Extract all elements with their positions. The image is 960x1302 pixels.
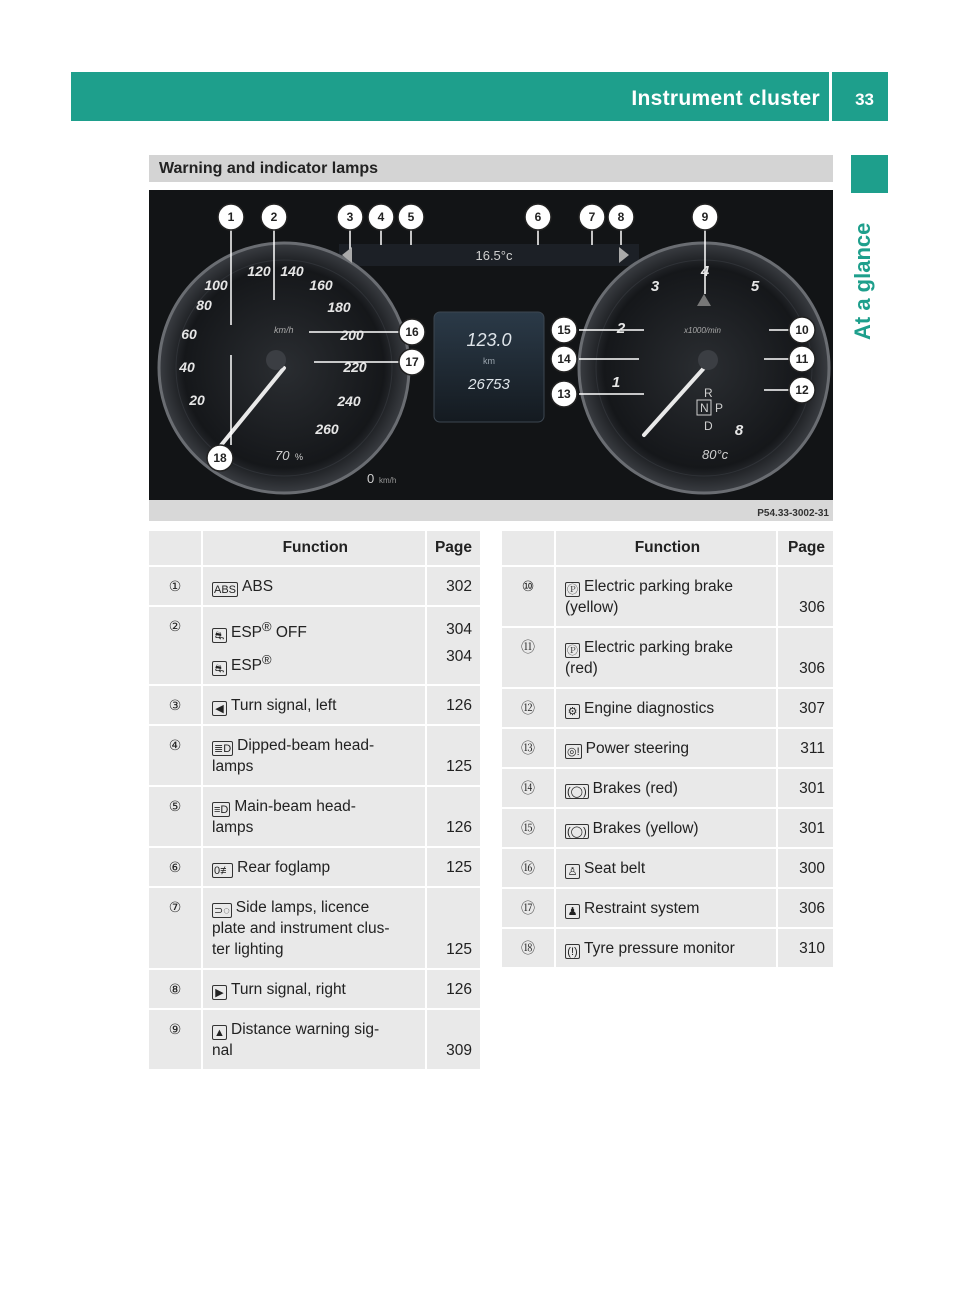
rear-foglamp-icon: 0≢ [214,865,232,878]
speed-label-160: 160 [309,277,333,293]
function-label: Side lamps, licence [235,899,370,917]
function-label: Dipped-beam head- [237,737,375,755]
function-label: Distance warning sig- [231,1021,380,1039]
page-ref: 126 [425,970,480,1010]
function-label: ESP [231,657,263,675]
table-row [149,1010,480,1071]
page-ref: 310 [776,929,833,969]
header-divider [829,72,832,121]
instrument-cluster-figure [149,190,833,521]
esp-off-icon: ⛐ [212,628,227,643]
speed-label-180: 180 [327,299,351,315]
function-label: Electric parking brake [584,578,734,595]
function-label: Main-beam head- [234,798,356,816]
rpm-label-3: 3 [650,278,660,295]
function-label-cont: (red) [565,660,598,677]
tyre-pressure-icon: (!) [565,944,580,959]
page-ref: 125 [425,726,480,787]
page-ref: 300 [776,849,833,889]
callout-16: 16 [405,325,419,339]
seat-belt-icon: ♙ [565,864,580,879]
registered-mark: ® [262,652,272,668]
page-header: Page [776,531,833,567]
row-number: ⑤ [149,787,203,848]
coolant-temperature: 80°c [702,447,729,462]
side-lamps-icon: ⊃◌ [214,905,230,918]
table-row [502,567,833,628]
callout-5: 5 [407,210,415,224]
page-ref: 301 [776,769,833,809]
table-row [149,567,480,607]
page-ref: 306 [776,889,833,929]
table-row [502,929,833,969]
callout-11: 11 [795,352,809,366]
page-ref: 304 [446,648,472,665]
function-label-cont: (yellow) [565,599,619,616]
rpm-label-8: 8 [734,422,744,439]
speed-label-260: 260 [315,421,339,437]
function-label: ESP [231,624,263,642]
callout-13: 13 [557,387,571,401]
callout-4: 4 [377,210,385,224]
page-ref: 309 [425,1010,480,1071]
speed-readout: 0 [367,471,375,486]
page-ref: 311 [776,729,833,769]
row-number: ⑨ [149,1010,203,1071]
table-row [502,809,833,849]
function-suffix: OFF [271,624,307,642]
table-row [502,729,833,769]
table-row [149,726,480,787]
page-ref: 125 [425,848,480,888]
row-number: ⑩ [502,567,556,628]
row-number: ⑥ [149,848,203,888]
speed-label-120: 120 [247,263,271,279]
callout-17: 17 [405,355,419,369]
function-label: Turn signal, right [231,981,346,999]
page-ref: 126 [425,787,480,848]
dipped-beam-icon: ≣D [214,743,232,756]
speed-label-20: 20 [189,392,205,408]
function-label: Brakes (yellow) [592,820,699,837]
gear-n: N [700,401,709,415]
speed-label-240: 240 [337,393,361,409]
row-number: ③ [149,686,203,726]
lamps-table-left [149,531,480,1071]
row-number: ⑱ [502,929,556,969]
function-label: Brakes (red) [592,780,678,797]
function-label: Tyre pressure monitor [584,940,735,957]
callout-2: 2 [270,210,278,224]
turn-right-icon: ▶ [212,985,227,1000]
function-label: Restraint system [584,900,700,917]
row-number: ⑮ [502,809,556,849]
row-number: ① [149,567,203,607]
odometer-value: 26753 [468,376,510,393]
table-row [149,970,480,1010]
table-row [149,888,480,970]
fuel-level: 70 [275,448,290,463]
table-row [502,769,833,809]
rpm-label-4: 4 [700,263,710,280]
speed-label-40: 40 [179,359,195,375]
main-beam-icon: ≡D [214,804,229,817]
callout-12: 12 [795,383,809,397]
page-ref: 301 [776,809,833,849]
table-row [502,889,833,929]
callout-8: 8 [617,210,625,224]
callout-7: 7 [588,210,596,224]
callout-3: 3 [346,210,354,224]
brakes-yellow-icon: (◯) [567,826,587,838]
table-row [149,607,480,686]
page-number: 33 [855,90,874,109]
speed-label-140: 140 [280,263,304,279]
speed-label-220: 220 [343,359,367,375]
callout-15: 15 [557,323,571,337]
callout-6: 6 [534,210,542,224]
page-header [71,72,888,121]
power-steering-icon: ◎! [567,746,580,758]
esp-icon: ⛐ [212,661,227,676]
function-header: Function [203,531,425,567]
speed-readout-unit: km/h [379,476,397,485]
function-label-cont: lamps [212,819,254,837]
side-tab-label: At a glance [850,222,875,340]
trip-distance-unit: km [483,356,495,366]
parking-brake-yellow-icon: Ⓟ [567,584,578,596]
callout-14: 14 [557,352,571,366]
page-ref: 304 [446,621,472,638]
chapter-title: Instrument cluster [631,87,820,110]
gear-d: D [704,419,713,433]
rpm-unit-label: x1000/min [684,326,721,335]
outside-temperature: 16.5°c [475,248,513,263]
engine-diagnostics-icon: ⚙ [565,704,580,719]
function-label-cont: ter lighting [212,941,284,959]
row-number: ⑬ [502,729,556,769]
callout-9: 9 [701,210,709,224]
speed-unit-label: km/h [274,325,294,335]
row-number: ④ [149,726,203,787]
gear-r: R [704,386,713,400]
row-number: ⑫ [502,689,556,729]
function-label-cont: nal [212,1042,233,1060]
row-number: ⑪ [502,628,556,689]
page-header: Page [425,531,480,567]
table-row [149,787,480,848]
table-header-row [149,531,480,567]
function-header: Function [556,531,776,567]
abs-icon: ABS [214,584,237,596]
rpm-label-1: 1 [611,374,621,391]
speed-label-100: 100 [204,277,228,293]
function-label: Engine diagnostics [584,700,715,717]
page-ref: 307 [776,689,833,729]
function-label: Seat belt [584,860,646,877]
brakes-red-icon: (◯) [567,786,587,798]
trip-distance-value: 123.0 [466,330,512,350]
table-row [502,849,833,889]
function-label: Power steering [585,740,690,757]
row-number: ⑭ [502,769,556,809]
function-label-cont: lamps [212,758,254,776]
page-ref: 306 [776,628,833,689]
table-row [149,686,480,726]
function-label-cont: plate and instrument clus- [212,920,390,938]
side-tab-marker [851,155,888,193]
function-label: Turn signal, left [231,697,337,715]
gear-p: P [715,401,724,415]
callout-18: 18 [213,451,227,465]
distance-warning-icon: ▲ [212,1025,227,1040]
function-label: Electric parking brake [584,639,734,656]
speed-label-60: 60 [181,326,197,342]
callout-1: 1 [227,210,235,224]
rpm-label-5: 5 [750,278,760,295]
table-row [502,689,833,729]
page-ref: 306 [776,567,833,628]
row-number: ⑦ [149,888,203,970]
registered-mark: ® [262,619,272,634]
page-ref: 126 [425,686,480,726]
speed-label-80: 80 [196,297,212,313]
turn-left-icon: ◀ [212,701,227,716]
callout-10: 10 [795,323,809,337]
row-number: ⑯ [502,849,556,889]
page-ref: 302 [425,567,480,607]
function-label: ABS [242,578,274,595]
rpm-label-2: 2 [616,320,626,337]
page-ref: 125 [425,888,480,970]
instrument-cluster-illustration [149,190,833,521]
table-row [149,848,480,888]
function-label: Rear foglamp [237,859,331,877]
row-number: ⑧ [149,970,203,1010]
restraint-system-icon: ♟ [565,904,580,919]
parking-brake-red-icon: Ⓟ [567,645,578,657]
row-number: ⑰ [502,889,556,929]
fuel-unit: % [295,452,304,462]
section-title: Warning and indicator lamps [149,155,833,182]
table-row [502,628,833,689]
figure-reference: P54.33-3002-31 [757,508,829,519]
lamps-table-right [502,531,833,969]
speed-label-200: 200 [340,327,364,343]
table-header-row [502,531,833,567]
row-number: ② [149,607,203,686]
